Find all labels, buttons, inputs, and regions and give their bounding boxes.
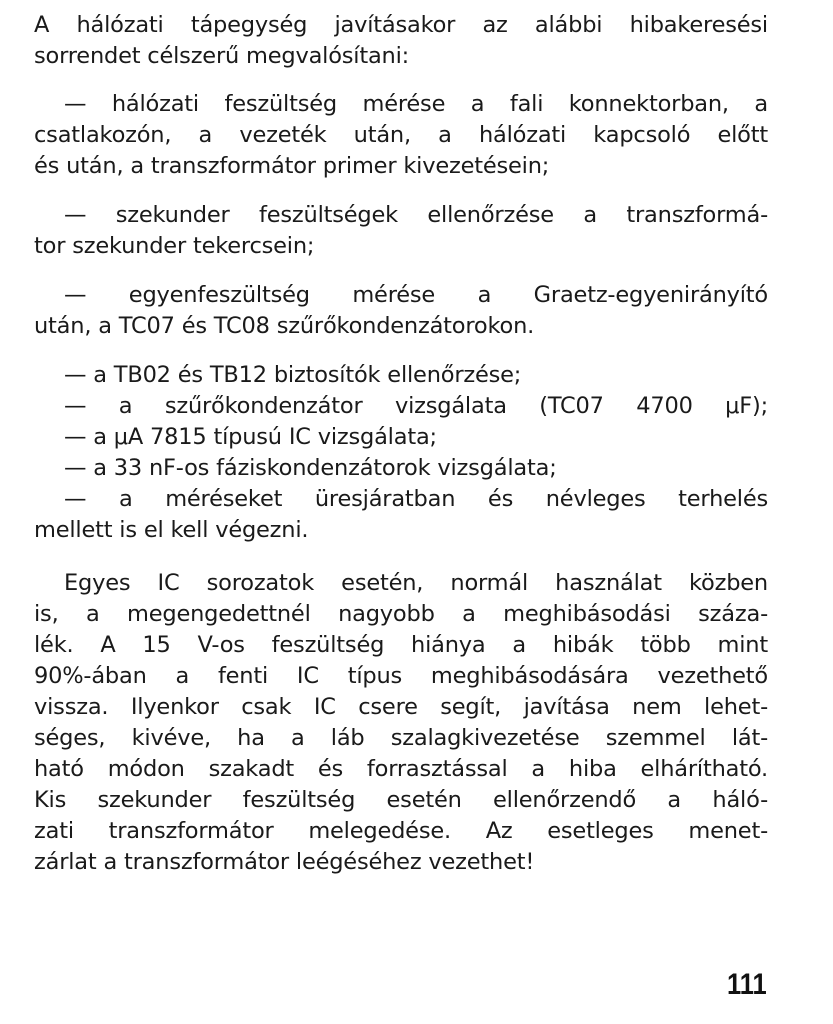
text-line: lék. A 15 V-os feszültség hiánya a hibák több mint [34,632,768,658]
text-line: ható módon szakadt és forrasztással a hiba elhárítható. [34,756,768,782]
text-line: tor szekunder tekercsein; [34,233,315,259]
check-item: — a 33 nF-os fáziskondenzátorok vizsgálata; [64,455,557,481]
text-line: zati transzformátor melegedése. Az esetleges menet- [34,818,768,844]
text-line: Egyes IC sorozatok esetén, normál használat közben [64,570,768,596]
text-line: séges, kivéve, ha a láb szalagkivezetése szemmel lát- [34,725,768,751]
text-line: is, a megengedettnél nagyobb a meghibásodási száza- [34,601,768,627]
check-item: — a μA 7815 típusú IC vizsgálata; [64,424,437,450]
text-line: — hálózati feszültség mérése a fali konnektorban, a [64,91,768,117]
intro-paragraph [34,10,768,72]
text-line: mellett is el kell végezni. [34,517,309,543]
text-line: — egyenfeszültség mérése a Graetz-egyenirányító [64,282,768,308]
text-line: és után, a transzformátor primer kivezetésein; [34,153,550,179]
text-line: 90%-ában a fenti IC típus meghibásodására vezethető [34,663,768,689]
text-line: zárlat a transzformátor leégéséhez vezethet! [34,849,535,875]
text-line: vissza. Ilyenkor csak IC csere segít, javítása nem lehet- [34,694,768,720]
text-line: A hálózati tápegység javításakor az alábbi hibakeresési [34,12,768,38]
text-line: sorrendet célszerű megvalósítani: [34,43,410,69]
step-mains-voltage [34,89,768,182]
text-line: után, a TC07 és TC08 szűrőkondenzátorokon. [34,313,535,339]
page-number: 111 [727,968,767,1001]
text-line: Kis szekunder feszültség esetén ellenőrzendő a háló- [34,787,768,813]
check-item: — a TB02 és TB12 biztosítók ellenőrzése; [64,362,522,388]
page-body [34,10,768,878]
text-line: csatlakozón, a vezeték után, a hálózati kapcsoló előtt [34,122,768,148]
text-line: — a méréseket üresjáratban és névleges terhelés [64,486,768,512]
step-secondary-voltage [34,200,768,262]
measurement-note [34,484,768,546]
step-dc-voltage [34,280,768,342]
check-item: — a szűrőkondenzátor vizsgálata (TC07 4700 μF); [64,393,768,419]
ic-failure-paragraph [34,568,768,878]
checks-list [34,360,768,484]
text-line: — szekunder feszültségek ellenőrzése a transzformá- [64,202,768,228]
